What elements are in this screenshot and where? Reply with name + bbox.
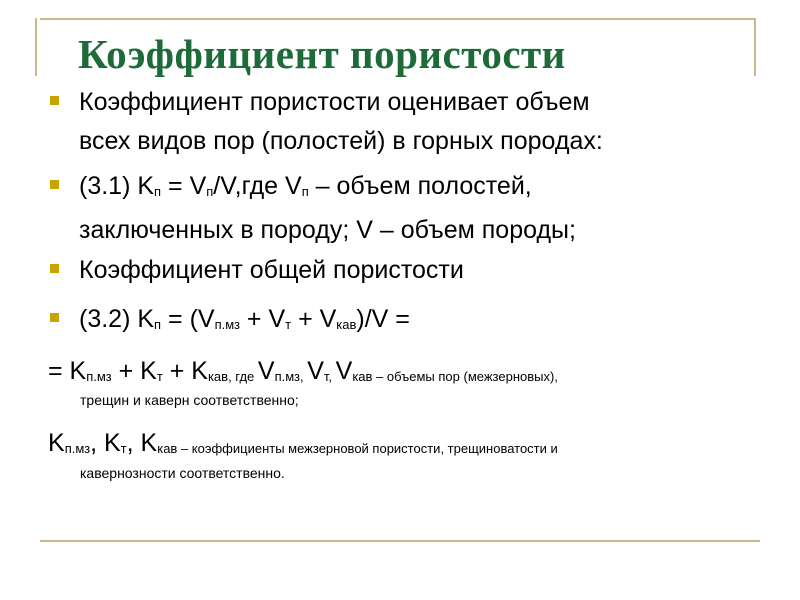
bullet-marker — [50, 96, 59, 105]
bullet-marker — [50, 313, 59, 322]
bullet-text-1: Коэффициент пористости оценивает объем всех видов пор (полостей) в горных породах: — [79, 88, 603, 155]
right-accent-line — [754, 18, 756, 76]
formula-paragraph-line2: трещин и каверн соответственно; — [80, 392, 299, 408]
coefficients-paragraph: $K_{п.мз}$, $K_т$, $K_{кав - коэффициенты межзерновой пористости, трещиноватости и}$ — [48, 429, 558, 457]
bullet-text-2: (3.1) $K_п = V_п/V,где$ $V_п$ – объем полостей, заключенных в породу; V – объем породы; — [79, 172, 576, 244]
left-accent-line — [35, 18, 37, 76]
coefficients-paragraph-line2: кавернозности соответственно. — [80, 465, 285, 481]
bullet-marker — [50, 264, 59, 273]
bullet-text-4: (3.2) $K_п = (V_{п.мз} + V_т + V_{кав})/V$ = — [79, 305, 410, 333]
bullet-text-3: Коэффициент общей пористости — [79, 256, 464, 284]
formula-paragraph: = $K_{п.мз} + K_т + K_{кав, где}$ $V_{п.мз,}$ $V_{т,}$ $V_{кав - объемы пор (межзерновых),}$ — [48, 357, 558, 385]
bottom-divider — [40, 540, 760, 542]
slide-title: Коэффициент пористости — [78, 31, 566, 77]
bullet-marker — [50, 180, 59, 189]
top-divider — [40, 18, 755, 20]
